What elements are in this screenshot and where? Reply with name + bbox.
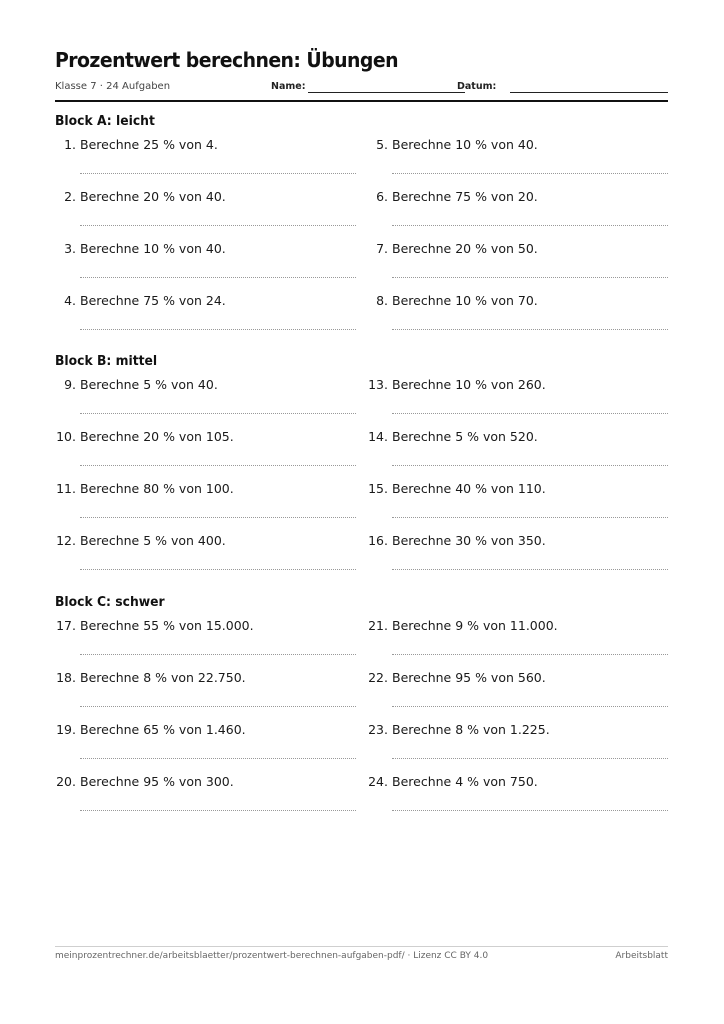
- task-item: [55, 670, 355, 722]
- task-number: 19.: [56, 722, 76, 737]
- task-number: 23.: [368, 722, 388, 737]
- task-text: Berechne 5 % von 400.: [80, 533, 226, 548]
- task-number: 3.: [64, 241, 76, 256]
- task-text: Berechne 65 % von 1.460.: [80, 722, 246, 737]
- task-number: 10.: [56, 429, 76, 444]
- answer-line[interactable]: [392, 225, 668, 226]
- block-title: Block C: schwer: [55, 595, 165, 610]
- task-number: 8.: [376, 293, 388, 308]
- task-item: [367, 481, 667, 533]
- task-number: 4.: [64, 293, 76, 308]
- task-number: 18.: [56, 670, 76, 685]
- task-number: 5.: [376, 137, 388, 152]
- task-text: Berechne 10 % von 260.: [392, 377, 546, 392]
- footer-source: meinprozentrechner.de/arbeitsblaetter/prozentwert-berechnen-aufgaben-pdf/ · Lizenz CC BY 4.0: [55, 951, 489, 961]
- answer-line[interactable]: [392, 413, 668, 414]
- page-subtitle: Klasse 7 · 24 Aufgaben: [55, 81, 171, 92]
- answer-line[interactable]: [80, 173, 356, 174]
- task-text: Berechne 20 % von 105.: [80, 429, 234, 444]
- answer-line[interactable]: [392, 810, 668, 811]
- task-number: 13.: [368, 377, 388, 392]
- block-title: Block A: leicht: [55, 114, 155, 129]
- task-item: [55, 774, 355, 826]
- date-label: Datum:: [457, 81, 497, 92]
- task-text: Berechne 80 % von 100.: [80, 481, 234, 496]
- answer-line[interactable]: [80, 225, 356, 226]
- task-item: [367, 241, 667, 293]
- answer-line[interactable]: [80, 465, 356, 466]
- page-title: Prozentwert berechnen: Übungen: [55, 48, 398, 72]
- answer-line[interactable]: [80, 569, 356, 570]
- answer-line[interactable]: [392, 569, 668, 570]
- task-item: [367, 377, 667, 429]
- block-title: Block B: mittel: [55, 354, 158, 369]
- task-text: Berechne 75 % von 20.: [392, 189, 538, 204]
- task-text: Berechne 8 % von 22.750.: [80, 670, 246, 685]
- answer-line[interactable]: [392, 277, 668, 278]
- answer-line[interactable]: [80, 517, 356, 518]
- task-number: 11.: [56, 481, 76, 496]
- task-text: Berechne 20 % von 50.: [392, 241, 538, 256]
- answer-line[interactable]: [80, 413, 356, 414]
- task-item: [55, 533, 355, 585]
- task-text: Berechne 8 % von 1.225.: [392, 722, 550, 737]
- task-number: 24.: [368, 774, 388, 789]
- task-number: 2.: [64, 189, 76, 204]
- task-item: [367, 670, 667, 722]
- task-item: [55, 429, 355, 481]
- footer-divider: [55, 946, 668, 947]
- answer-line[interactable]: [392, 173, 668, 174]
- task-number: 9.: [64, 377, 76, 392]
- answer-line[interactable]: [392, 706, 668, 707]
- name-field-line[interactable]: [308, 92, 465, 93]
- task-item: [55, 241, 355, 293]
- task-text: Berechne 4 % von 750.: [392, 774, 538, 789]
- task-number: 22.: [368, 670, 388, 685]
- answer-line[interactable]: [392, 758, 668, 759]
- task-item: [367, 189, 667, 241]
- task-item: [55, 722, 355, 774]
- task-text: Berechne 30 % von 350.: [392, 533, 546, 548]
- task-item: [55, 189, 355, 241]
- task-item: [367, 293, 667, 345]
- name-label: Name:: [271, 81, 306, 92]
- task-item: [367, 618, 667, 670]
- answer-line[interactable]: [80, 329, 356, 330]
- task-text: Berechne 10 % von 40.: [392, 137, 538, 152]
- worksheet-page: [55, 48, 668, 968]
- task-item: [55, 293, 355, 345]
- date-field-line[interactable]: [510, 92, 668, 93]
- task-number: 14.: [368, 429, 388, 444]
- task-number: 15.: [368, 481, 388, 496]
- task-text: Berechne 10 % von 70.: [392, 293, 538, 308]
- task-text: Berechne 95 % von 300.: [80, 774, 234, 789]
- task-number: 16.: [368, 533, 388, 548]
- answer-line[interactable]: [392, 517, 668, 518]
- task-text: Berechne 5 % von 40.: [80, 377, 218, 392]
- task-item: [55, 137, 355, 189]
- footer-label: Arbeitsblatt: [615, 951, 668, 961]
- task-text: Berechne 40 % von 110.: [392, 481, 546, 496]
- task-number: 6.: [376, 189, 388, 204]
- answer-line[interactable]: [80, 706, 356, 707]
- task-text: Berechne 10 % von 40.: [80, 241, 226, 256]
- answer-line[interactable]: [80, 810, 356, 811]
- task-item: [55, 618, 355, 670]
- task-text: Berechne 5 % von 520.: [392, 429, 538, 444]
- task-number: 20.: [56, 774, 76, 789]
- task-number: 7.: [376, 241, 388, 256]
- task-number: 1.: [64, 137, 76, 152]
- task-text: Berechne 75 % von 24.: [80, 293, 226, 308]
- task-number: 17.: [56, 618, 76, 633]
- answer-line[interactable]: [392, 654, 668, 655]
- task-number: 21.: [368, 618, 388, 633]
- task-text: Berechne 9 % von 11.000.: [392, 618, 558, 633]
- task-text: Berechne 95 % von 560.: [392, 670, 546, 685]
- task-text: Berechne 25 % von 4.: [80, 137, 218, 152]
- answer-line[interactable]: [392, 329, 668, 330]
- task-text: Berechne 55 % von 15.000.: [80, 618, 254, 633]
- task-item: [55, 377, 355, 429]
- task-item: [367, 137, 667, 189]
- task-item: [367, 429, 667, 481]
- task-item: [367, 774, 667, 826]
- task-item: [55, 481, 355, 533]
- task-number: 12.: [56, 533, 76, 548]
- task-text: Berechne 20 % von 40.: [80, 189, 226, 204]
- task-item: [367, 533, 667, 585]
- answer-line[interactable]: [80, 758, 356, 759]
- answer-line[interactable]: [392, 465, 668, 466]
- answer-line[interactable]: [80, 654, 356, 655]
- header-divider: [55, 100, 668, 102]
- answer-line[interactable]: [80, 277, 356, 278]
- task-item: [367, 722, 667, 774]
